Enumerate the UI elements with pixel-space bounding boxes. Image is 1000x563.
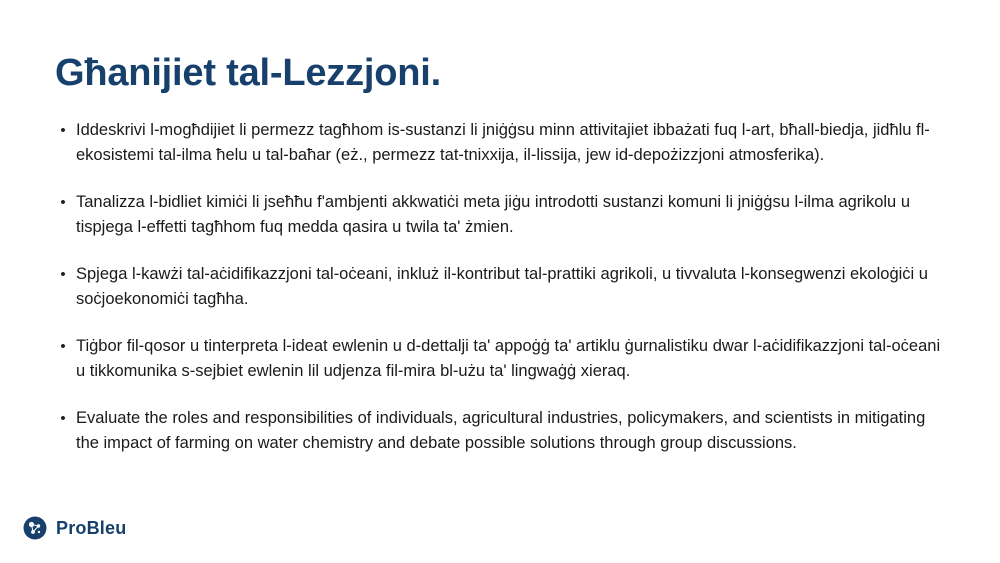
list-item bbox=[50, 118, 950, 168]
list-item-text: Spjega l-kawżi tal-aċidifikazzjoni tal-oċeani, inkluż il-kontribut tal-prattiki agrikoli, u tivvaluta l-konsegwenzi ekoloġiċi u soċjoekonomiċi tagħha. bbox=[76, 265, 928, 308]
list-item bbox=[50, 262, 950, 312]
page-title-period: . bbox=[430, 52, 441, 94]
brand-name: ProBleu bbox=[56, 517, 127, 538]
list-item-text: Tanalizza l-bidliet kimiċi li jseħħu f'ambjenti akkwatiċi meta jiġu introdotti sustanzi komuni li jniġġsu l-ilma agrikolu u tispjega l-effetti tagħhom fuq medda qasira u twila ta' żmien. bbox=[76, 193, 910, 236]
list-item bbox=[50, 190, 950, 240]
bullet-list bbox=[50, 118, 950, 478]
probleu-logo-icon bbox=[22, 515, 48, 541]
list-item-text: Tiġbor fil-qosor u tinterpreta l-ideat ewlenin u d-dettalji ta' appoġġ ta' artiklu ġurnalistiku dwar l-aċidifikazzjoni tal-oċeani u tikkomunika s-sejbiet ewlenin lil udjenza fil-mira bl-użu ta' lingwaġġ xieraq. bbox=[76, 337, 941, 380]
list-item-text: Evaluate the roles and responsibilities of individuals, agricultural industries, policymakers, and scientists in mitigating the impact of farming on water chemistry and debate possible solutions through group discussions. bbox=[76, 409, 926, 452]
footer-logo bbox=[22, 515, 126, 541]
list-item bbox=[50, 334, 950, 384]
list-item-text: Iddeskrivi l-mogħdijiet li permezz tagħhom is-sustanzi li jniġġsu minn attivitajiet ibbażati fuq l-art, bħall-biedja, jidħlu fl-ekosistemi tal-ilma ħelu u tal-baħar (eż., permezz tat-tnixxija, il-lissija, jew id-depożizzjoni atmosferika). bbox=[76, 121, 930, 164]
page-title-text: Għanijiet tal-Lezzjoni bbox=[55, 52, 431, 94]
bullet-marker-icon: • bbox=[60, 194, 66, 211]
page-title bbox=[55, 52, 441, 95]
bullet-marker-icon: • bbox=[60, 410, 66, 427]
bullet-marker-icon: • bbox=[60, 338, 66, 355]
bullet-marker-icon: • bbox=[60, 122, 66, 139]
list-item bbox=[50, 406, 950, 456]
bullet-marker-icon: • bbox=[60, 266, 66, 283]
